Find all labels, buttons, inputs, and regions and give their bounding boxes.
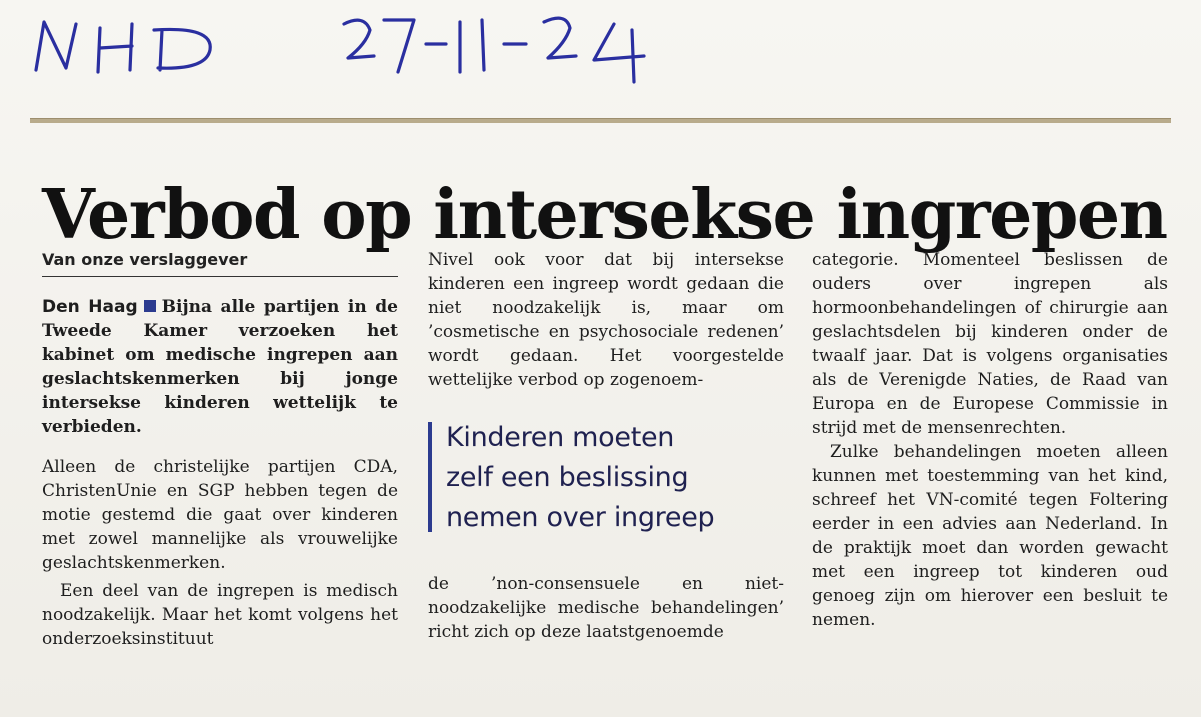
top-rule [30,118,1171,123]
column-2 [428,248,784,644]
handwriting-strokes [14,0,714,90]
paragraph: Alleen de christelijke partijen CDA, ChristenUnie en SGP hebben tegen de motie gestemd die gaat over kinderen met zowel mannelijke als vrouwelijke geslachtskenmerken. [42,457,398,573]
column-1 [42,248,398,651]
pull-quote [428,418,784,538]
headline: Verbod op intersekse ingrepen [42,174,1167,255]
pull-quote-line: nemen over ingreep [446,502,715,533]
paragraph: Een deel van de ingrepen is medisch noodzakelijk. Maar het komt volgens het onderzoeksinstituut [42,581,398,649]
paragraph: Zulke behandelingen moeten alleen kunnen met toestemming van het kind, schreef het VN-comité tegen Foltering eerder in een advies aan Nederland. In de praktijk moet dan worden gewacht met een ingreep tot kinderen oud genoeg zijn om hierover een besluit te nemen. [812,442,1168,630]
dateline-place: Den Haag [42,297,138,317]
paragraph: Nivel ook voor dat bij intersekse kinderen een ingreep wordt gedaan die niet noodzakelijk is, maar om ’cosmetische en psychosociale redenen’ wordt gedaan. Het voorgestelde wettelijke verbod op zogenoem- [428,250,784,390]
lead-text: Bijna alle partijen in de Tweede Kamer verzoeken het kabinet om medische ingrepen aan geslachtskenmerken bij jonge intersekse kinderen wettelijk te verbieden. [42,297,398,437]
handwritten-date-note [14,0,714,90]
column-3 [812,248,1168,632]
pull-quote-line: Kinderen moeten [446,422,675,453]
paragraph: de ’non-consensuele en niet-noodzakelijke medische behandelingen’ richt zich op deze laatstgenoemde [428,574,784,642]
byline: Van onze verslaggever [42,248,398,277]
pull-quote-line: zelf een beslissing [446,462,689,493]
paragraph: categorie. Momenteel beslissen de ouders over ingrepen als hormoonbehandelingen of chirurgie aan geslachtsdelen bij kinderen onder de twaalf jaar. Dat is volgens organisaties als de Verenigde Naties, de Raad van Europa en de Europese Commissie in strijd met de mensenrechten. [812,250,1168,438]
dateline-square-icon [144,300,156,312]
lead-paragraph [42,295,398,439]
